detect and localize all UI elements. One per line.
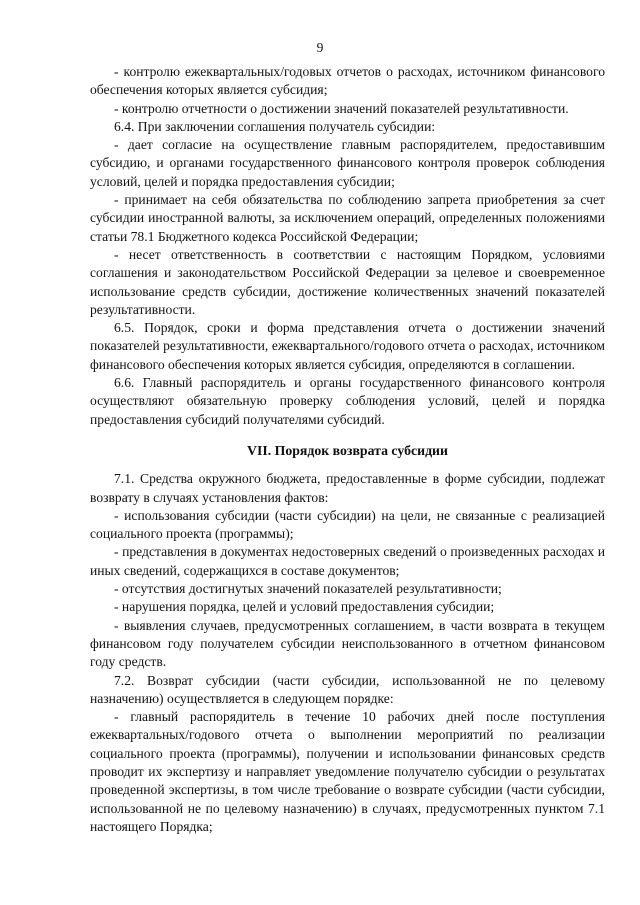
paragraph: - дает согласие на осуществление главным распорядителем, предоставившим субсидию, и органами государственного финансового контроля проверок соблюдения условий, целей и порядка предоставления субсидии; <box>90 137 605 189</box>
page-number: 9 <box>316 40 324 55</box>
paragraph-6-6: 6.6. Главный распорядитель и органы государственного финансового контроля осуществляют обязательную проверку соблюдения условий, целей и порядка предоставления субсидий получателями субсидий. <box>90 375 605 427</box>
paragraph: - нарушения порядка, целей и условий предоставления субсидии; <box>114 599 495 615</box>
paragraph: - контролю отчетности о достижении значений показателей результативности. <box>114 100 569 116</box>
paragraph: - использования субсидии (части субсидии) на цели, не связанные с реализацией социального проекта (программы); <box>90 507 605 542</box>
paragraph-7-1: 7.1. Средства окружного бюджета, предоставленные в форме субсидии, подлежат возврату в случаях установления фактов: <box>90 471 605 505</box>
document-body <box>90 63 605 836</box>
paragraph: - несет ответственность в соответствии с настоящим Порядком, условиями соглашения и законодательством Российской Федерации за целевое и своевременное использование средств субсидии, достижение количественных значений показателей результативности. <box>90 246 605 317</box>
paragraph-6-5: 6.5. Порядок, сроки и форма представления отчета о достижении значений показателей результативности, ежеквартального/годового отчета о расходах, источником финансового обеспечения которых является субсидия, определяются в соглашении. <box>90 320 605 372</box>
paragraph-7-2: 7.2. Возврат субсидии (части субсидии, использованной не по целевому назначению) осуществляется в следующем порядке: <box>90 672 605 706</box>
paragraph-6-4: 6.4. При заключении соглашения получатель субсидии: <box>114 118 436 134</box>
paragraph: - представления в документах недостоверных сведений о произведенных расходах и иных сведений, содержащихся в составе документов; <box>90 544 605 578</box>
paragraph: - контролю ежеквартальных/годовых отчетов о расходах, источником финансового обеспечения которых является субсидия; <box>90 64 605 98</box>
paragraph: - отсутствия достигнутых значений показателей результативности; <box>114 581 502 597</box>
paragraph: - выявления случаев, предусмотренных соглашением, в части возврата в текущем финансовом году получателем субсидии неиспользованного в отчетном финансовом году средств. <box>90 617 605 670</box>
paragraph: - главный распорядитель в течение 10 рабочих дней после поступления ежеквартальных/годового отчета о выполнении мероприятий по реализации социального проекта (программы), получении и использовании финансовых средств проводит их экспертизу и направляет уведомление получателю субсидии о результатах проведенной экспертизы, в том числе требование о возврате субсидии (части субсидии, использованной не по целевому назначению) в случаях, предусмотренных пунктом 7.1 настоящего Порядка; <box>90 709 605 834</box>
section-heading: VII. Порядок возврата субсидии <box>247 442 448 458</box>
paragraph: - принимает на себя обязательства по соблюдению запрета приобретения за счет субсидии иностранной валюты, за исключением операций, определенных положениями статьи 78.1 Бюджетного кодекса Российской Федерации; <box>90 192 605 244</box>
